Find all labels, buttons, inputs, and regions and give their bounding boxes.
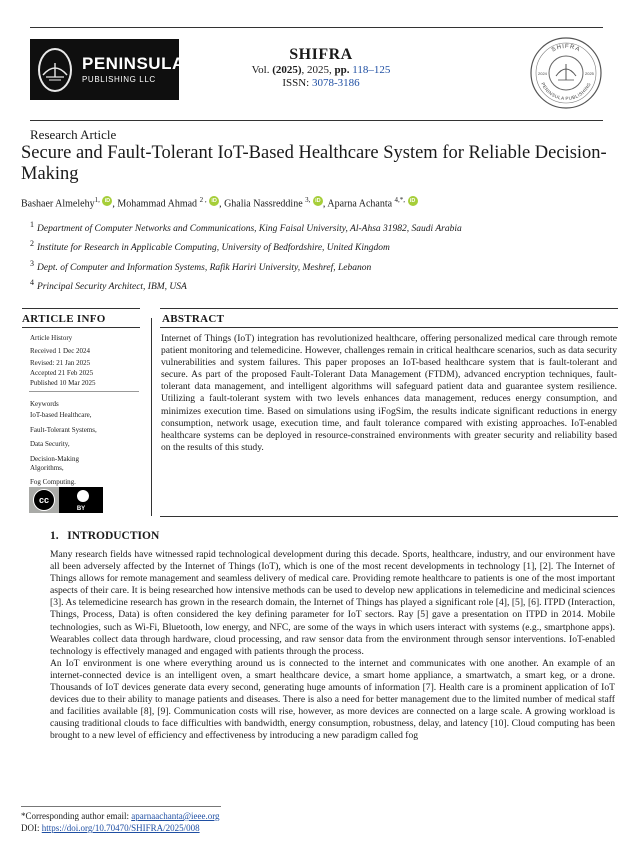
abstract-top-rule [160, 308, 618, 309]
abstract-bottom-rule [160, 516, 618, 517]
introduction-heading: 1. INTRODUCTION [50, 530, 160, 542]
keyword-item: Decision-Making [30, 455, 79, 463]
doi-link[interactable]: https://doi.org/10.70470/SHIFRA/2025/008 [41, 823, 200, 833]
orcid-icon[interactable]: iD [102, 196, 112, 206]
keyword-item: Fault-Tolerant Systems, [30, 426, 97, 434]
journal-seal [529, 36, 603, 110]
keywords-label: Keywords [30, 400, 59, 408]
author-name: , Mohammad Ahmad [112, 198, 200, 210]
abstract-text: Internet of Things (IoT) integration has revolutionized healthcare, offering personalized medical care through remote patient monitoring and telemedicine. However, challenges remain in critical healthcare scenarios, such as data security vulnerabilities and system failures. This paper proposes an IoT-based healthcare system that is fault-tolerant and secure. As part of the proposed Fault-Tolerant Data Management (FTDM), advanced encryption techniques, fault-tolerant data management, and intelligent algorithms will safeguard patient data and guarantee system resilience. Utilizing a fault-tolerant system with two levels enhances data management, reduces energy consumption, and minimizes execution time. Based on simulations using iFogSim, the results indicate significant reductions in energy consumption, network usage, execution time, and fault tolerance compared with existing approaches. IoT-enabled healthcare systems can be deployed in resource-constrained environments with greater security and reliability based on the results of this study. [161, 333, 617, 453]
history-received: Received 1 Dec 2024 [30, 347, 91, 355]
author-sup: 1, [94, 196, 100, 204]
intro-paragraph-2: An IoT environment is one where everything around us is connected to the internet and communicates with one another. An example of an internet-connected device is an intelligent oven, a smart healthcare device, a smart home appliance, a smartwatch, a smart keg, or a drone. Thousands of IoT devices generate data every second, generating huge amounts of information [7]. Health care is a prominent application of IoT devices due to their ability to manage patients and diseases. There is also a need for better management due to the limited number of medical staff and facilities available [8], [9]. Communication costs will rise, however, as more devices are connected on a large scale. A growing workload is causing traditional clouds to face difficulties with bandwidth, energy consumption, robustness, delay, and latency [10]. Cloud computing has been brought to a new level of efficiency and effectiveness by introducing a new paradigm called fog [50, 657, 615, 742]
orcid-icon[interactable]: iD [313, 196, 323, 206]
svg-text:PENINSULA PUBLISHING [540, 82, 592, 101]
info-mid-rule [29, 391, 139, 392]
history-accepted: Accepted 21 Feb 2025 [30, 369, 94, 377]
volume-year: (2025) [272, 64, 302, 76]
journal-info [200, 46, 442, 90]
footnote-rule [21, 806, 221, 807]
author-sup: 4,*, [394, 196, 406, 204]
affiliation-text: Principal Security Architect, IBM, USA [37, 282, 187, 293]
volume-prefix: Vol. [251, 64, 273, 76]
affiliation [30, 239, 390, 253]
keyword-item: Data Security, [30, 440, 70, 448]
cc-icon: cc [33, 489, 55, 511]
publisher-name: PENINSULA [82, 54, 185, 73]
pages-label: pp. [334, 64, 350, 76]
introduction-body [50, 549, 615, 743]
seal-right-text: 2025 [585, 71, 594, 76]
corr-label: *Corresponding author email: [21, 811, 132, 821]
author-sup: 2 , [199, 196, 207, 204]
keyword-item: Fog Computing. [30, 478, 76, 486]
corr-email-link[interactable]: aparnaachanta@ieee.org [131, 811, 220, 821]
history-label: Article History [30, 334, 73, 342]
volume-mid: , 2025, [301, 64, 335, 76]
attribution-person-icon [77, 490, 89, 502]
abstract-heading: ABSTRACT [162, 313, 225, 325]
intro-paragraph-1: Many research fields have witnessed rapid technological development during this decade. Sports, healthcare, industry, and our environment have all been adversely affected by the Internet of Things (IoT), which is one of the most recent developments in technology [1], [2]. The Internet of Things allows for remote management and seamless delivery of medical care. Providing remote healthcare to patients is one of the most important aspects of their care. It is being researched how intensive methods can be used to develop new applications in telemedicine and medicinal sciences [3]. As telemedicine research has grown in the research domain, the Internet of Things has played a significant role [4], [5], [6]. ITPD (Interaction, Things, Process, Data) is often considered the key defining parameter for IoT sectors. Ray [5] gave a presentation on ITPD in 2014. Mobile technologies, such as Wi-Fi, Bluetooth, low energy, and NFC, are some of the ways in which users interact with systems (e.g., smartphone apps). Wearables collect data through hardware, cloud processing, and raw sensor data from the environment through sensor interventions. IoT-enabled technology is effectively managed and engaged with patients through the process. [50, 549, 615, 657]
issn-link[interactable]: 3078-3186 [311, 77, 360, 89]
author-name: , Ghalia Nassreddine [219, 198, 306, 210]
info-under-rule [22, 327, 140, 328]
seal-left-text: 2024 [538, 71, 547, 76]
issn-line [200, 77, 442, 90]
doi-label: DOI: [21, 823, 42, 833]
column-divider [151, 318, 152, 516]
affiliation-num: 4 [30, 278, 34, 287]
affiliation-num: 2 [30, 239, 34, 248]
corresponding-author [21, 811, 220, 821]
header-bottom-rule [30, 120, 603, 121]
affiliation-num: 1 [30, 220, 34, 229]
keyword-item: Algorithms, [30, 464, 64, 472]
volume-line [200, 64, 442, 77]
affiliation [30, 220, 462, 234]
seal-top-text: SHIFRA [550, 43, 582, 54]
affiliation-text: Institute for Research in Applicable Computing, University of Bedfordshire, United Kingdom [37, 243, 390, 254]
author-name: , Aparna Achanta [322, 198, 395, 210]
svg-text:SHIFRA [551, 44, 581, 54]
pages-link[interactable]: 118–125 [352, 64, 391, 76]
article-type: Research Article [30, 127, 117, 142]
history-published: Published 10 Mar 2025 [30, 379, 96, 387]
doi-line [21, 823, 200, 833]
author-name: Bashaer Almelehy [21, 198, 95, 210]
affiliation [30, 278, 187, 292]
journal-name: SHIFRA [289, 46, 353, 63]
affiliation [30, 259, 371, 273]
article-title: Secure and Fault-Tolerant IoT-Based Healthcare System for Reliable Decision-Making [21, 143, 607, 184]
article-info-heading: ARTICLE INFO [22, 313, 106, 325]
author-list [21, 196, 418, 209]
author-sup: 3, [305, 196, 311, 204]
info-top-rule [22, 308, 140, 309]
orcid-icon[interactable]: iD [209, 196, 219, 206]
cc-by-label: BY [76, 506, 86, 512]
lighthouse-icon [38, 48, 72, 92]
abstract-under-rule [160, 327, 618, 328]
affiliation-text: Dept. of Computer and Information Systems, Rafik Hariri University, Meshref, Lebanon [37, 263, 372, 274]
header-top-rule [30, 27, 603, 28]
issn-label: ISSN: [282, 77, 312, 89]
keyword-item: IoT-based Healthcare, [30, 411, 92, 419]
publisher-subtitle: PUBLISHING LLC [82, 75, 156, 84]
affiliation-text: Department of Computer Networks and Communications, King Faisal University, Al-Ahsa 31982, Saudi Arabia [37, 224, 462, 235]
history-revised: Revised: 21 Jan 2025 [30, 359, 91, 367]
affiliation-num: 3 [30, 259, 34, 268]
seal-bottom-text: PENINSULA PUBLISHING [540, 81, 592, 102]
publisher-logo [30, 39, 185, 100]
orcid-icon[interactable]: iD [408, 196, 418, 206]
cc-by-license-badge[interactable] [29, 487, 103, 513]
